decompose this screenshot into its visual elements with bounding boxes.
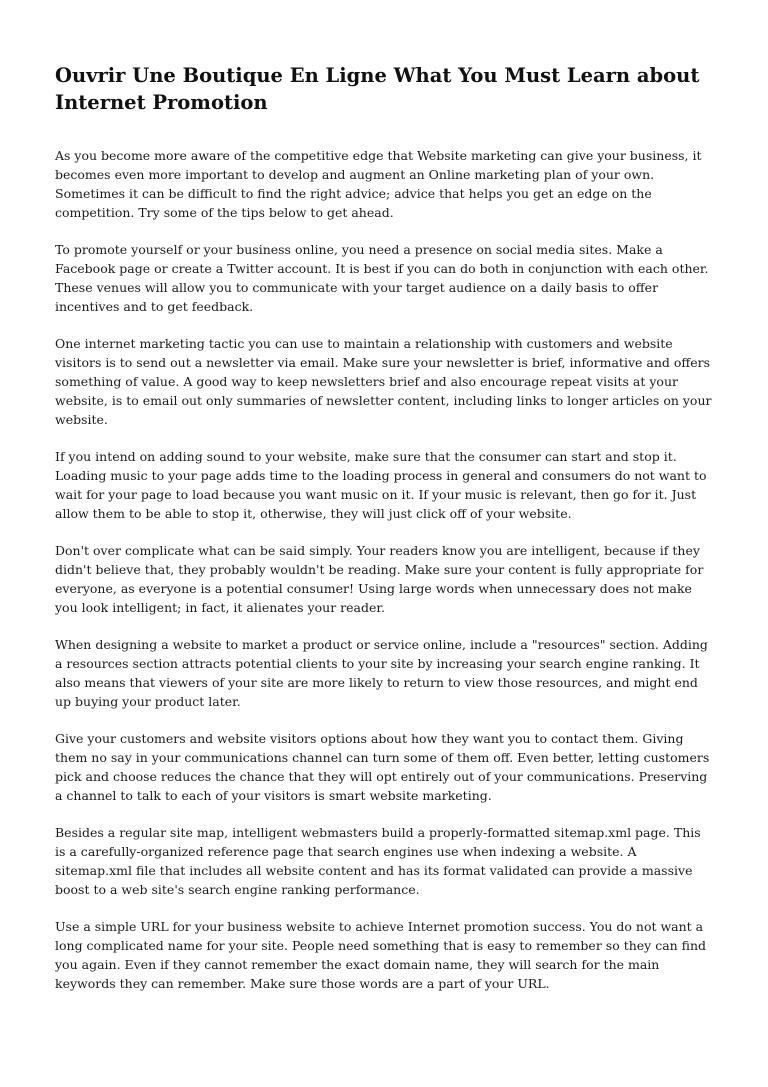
paragraph-intro: As you become more aware of the competitive edge that Website marketing can give your business, it becomes even more important to develop and augment an Online marketing plan of your own. Sometimes it can be difficult to find the right advice; advice that helps you get an edge on the competition. Try some of the tips below to get ahead.: [55, 148, 702, 220]
paragraph-social-media: To promote yourself or your business online, you need a presence on social media sites. Make a Facebook page or create a Twitter account. It is best if you can do both in conjunction with each other. These venues will allow you to communicate with your target audience on a daily basis to offer incentives and to get feedback.: [55, 242, 709, 314]
document-title: Ouvrir Une Boutique En Ligne What You Must Learn about Internet Promotion: [55, 64, 700, 114]
paragraph-simple-url: Use a simple URL for your business website to achieve Internet promotion success. You do not want a long complicated name for your site. People need something that is easy to remember so they can find you again. Even if they cannot remember the exact domain name, they will search for the main keywords they can remember. Make sure those words are a part of your URL.: [55, 919, 707, 991]
paragraph-sitemap: Besides a regular site map, intelligent webmasters build a properly-formatted sitemap.xml page. This is a carefully-organized reference page that search engines use when indexing a website. A sitemap.xml file that includes all website content and has its format validated can provide a massive boost to a web site's search engine ranking performance.: [55, 825, 701, 897]
paragraph-newsletter: One internet marketing tactic you can use to maintain a relationship with customers and website visitors is to send out a newsletter via email. Make sure your newsletter is brief, informative and offers something of value. A good way to keep newsletters brief and also encourage repeat visits at your website, is to email out only summaries of newsletter content, including links to longer articles on your website.: [55, 336, 712, 427]
paragraph-sound: If you intend on adding sound to your website, make sure that the consumer can start and stop it. Loading music to your page adds time to the loading process in general and consumers do not want to wait for your page to load because you want music on it. If your music is relevant, then go for it. Just allow them to be able to stop it, otherwise, they will just click off of your website.: [55, 449, 707, 521]
document-page: [55, 62, 715, 1011]
paragraph-contact-options: Give your customers and website visitors options about how they want you to contact them. Giving them no say in your communications channel can turn some of them off. Even better, letting customers pick and choose reduces the chance that they will opt entirely out of your communications. Preserving a channel to talk to each of your visitors is smart website marketing.: [55, 731, 710, 803]
paragraph-resources: When designing a website to market a product or service online, include a "resources" section. Adding a resources section attracts potential clients to your site by increasing your search engine ranking. It also means that viewers of your site are more likely to return to view those resources, and might end up buying your product later.: [55, 637, 708, 709]
paragraph-simplicity: Don't over complicate what can be said simply. Your readers know you are intelligent, because if they didn't believe that, they probably wouldn't be reading. Make sure your content is fully appropriate for everyone, as everyone is a potential consumer! Using large words when unnecessary does not make you look intelligent; in fact, it alienates your reader.: [55, 543, 704, 615]
